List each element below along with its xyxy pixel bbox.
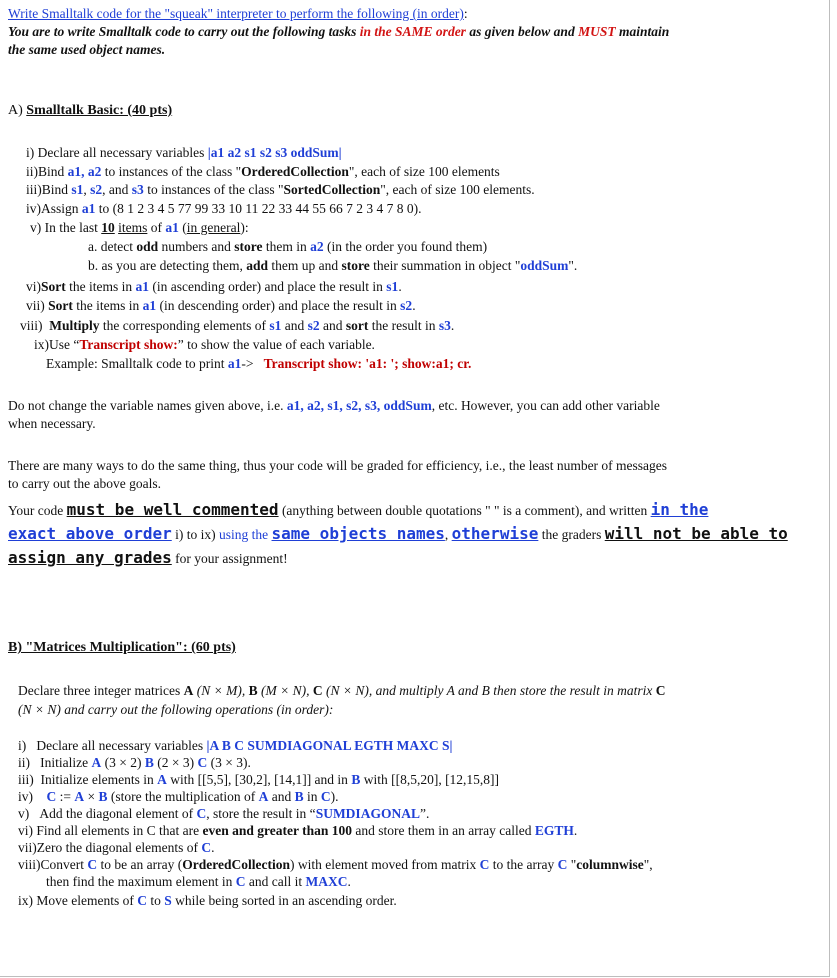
note-comments-2: exact above order i) to ix) using the same objects names, otherwise the graders will not be able to — [8, 524, 788, 543]
a-example: Example: Smalltalk code to print a1-> Transcript show: 'a1: '; show:a1; cr. — [46, 356, 472, 371]
a-item-3: iii)Bind s1, s2, and s3 to instances of the class "SortedCollection", each of size 100 elements. — [26, 182, 535, 197]
link-exact-above-order[interactable]: exact above order — [8, 524, 172, 543]
intro-line-2: the same used object names. — [8, 42, 166, 57]
b-item-2: ii) Initialize A (3 × 2) B (2 × 3) C (3 × 3). — [18, 755, 251, 770]
b-item-1: i) Declare all necessary variables |A B C SUMDIAGONAL EGTH MAXC S| — [18, 738, 453, 753]
note-comments-3: assign any grades for your assignment! — [8, 548, 288, 567]
b-item-4: iv) C := A × B (store the multiplication of A and B in C). — [18, 789, 339, 804]
a-item-9: ix)Use “Transcript show:” to show the value of each variable. — [34, 337, 375, 352]
title-link[interactable]: Write Smalltalk code for the "squeak" interpreter to perform the following (in order) — [8, 6, 464, 21]
section-b-heading: B) "Matrices Multiplication": (60 pts) — [8, 640, 236, 655]
b-item-8-cont: then find the maximum element in C and call it MAXC. — [46, 874, 351, 889]
assignment-title: Write Smalltalk code for the "squeak" interpreter to perform the following (in order): — [8, 6, 468, 21]
note-variable-names-2: when necessary. — [8, 416, 96, 431]
b-item-7: vii)Zero the diagonal elements of C. — [18, 840, 215, 855]
a-item-7: vii) Sort the items in a1 (in descending order) and place the result in s2. — [26, 298, 416, 313]
note-comments-1: Your code must be well commented (anything between double quotations " " is a comment), and written in the — [8, 500, 709, 519]
b-item-6: vi) Find all elements in C that are even and greater than 100 and store them in an array called EGTH. — [18, 823, 578, 838]
link-same-objects-names[interactable]: same objects names — [271, 524, 445, 543]
intro-line-1: You are to write Smalltalk code to carry out the following tasks in the SAME order as given below and MUST maintain — [8, 24, 670, 39]
a-subitem-a: a. detect odd numbers and store them in a2 (in the order you found them) — [88, 239, 488, 254]
b-intro-1: Declare three integer matrices A (N × M), B (M × N), C (N × N), and multiply A and B then store the result in matrix C — [18, 683, 666, 698]
link-in-the[interactable]: in the — [650, 500, 709, 519]
b-item-3: iii) Initialize elements in A with [[5,5], [30,2], [14,1]] and in B with [[8,5,20], [12,15,8]] — [18, 772, 500, 787]
note-efficiency-2: to carry out the above goals. — [8, 476, 161, 491]
a-item-8: viii) Multiply the corresponding elements of s1 and s2 and sort the result in s3. — [20, 318, 455, 333]
b-intro-2: (N × N) and carry out the following operations (in order): — [18, 702, 334, 717]
b-item-8: viii)Convert C to be an array (OrderedCollection) with element moved from matrix C to the array C "columnwise", — [18, 857, 653, 872]
link-otherwise[interactable]: otherwise — [451, 524, 539, 543]
section-a-heading: A) Smalltalk Basic: (40 pts) — [8, 103, 173, 118]
note-variable-names-1: Do not change the variable names given above, i.e. a1, a2, s1, s2, s3, oddSum, etc. However, you can add other variable — [8, 398, 660, 413]
a-item-2: ii)Bind a1, a2 to instances of the class "OrderedCollection", each of size 100 elements — [26, 164, 500, 179]
b-item-5: v) Add the diagonal element of C, store the result in “SUMDIAGONAL”. — [18, 806, 430, 821]
a-item-6: vi)Sort the items in a1 (in ascending order) and place the result in s1. — [26, 279, 402, 294]
a-subitem-b: b. as you are detecting them, add them up and store their summation in object "oddSum". — [88, 258, 578, 273]
a-item-1: i) Declare all necessary variables |a1 a2 s1 s2 s3 oddSum| — [26, 145, 342, 160]
a-item-4: iv)Assign a1 to (8 1 2 3 4 5 77 99 33 10 11 22 33 44 55 66 7 2 3 4 7 8 0). — [26, 201, 422, 216]
note-efficiency-1: There are many ways to do the same thing, thus your code will be graded for efficiency, i.e., the least number of messages — [8, 458, 668, 473]
a-item-5: v) In the last 10 items of a1 (in general): — [30, 220, 249, 235]
b-item-9: ix) Move elements of C to S while being sorted in an ascending order. — [18, 893, 397, 908]
